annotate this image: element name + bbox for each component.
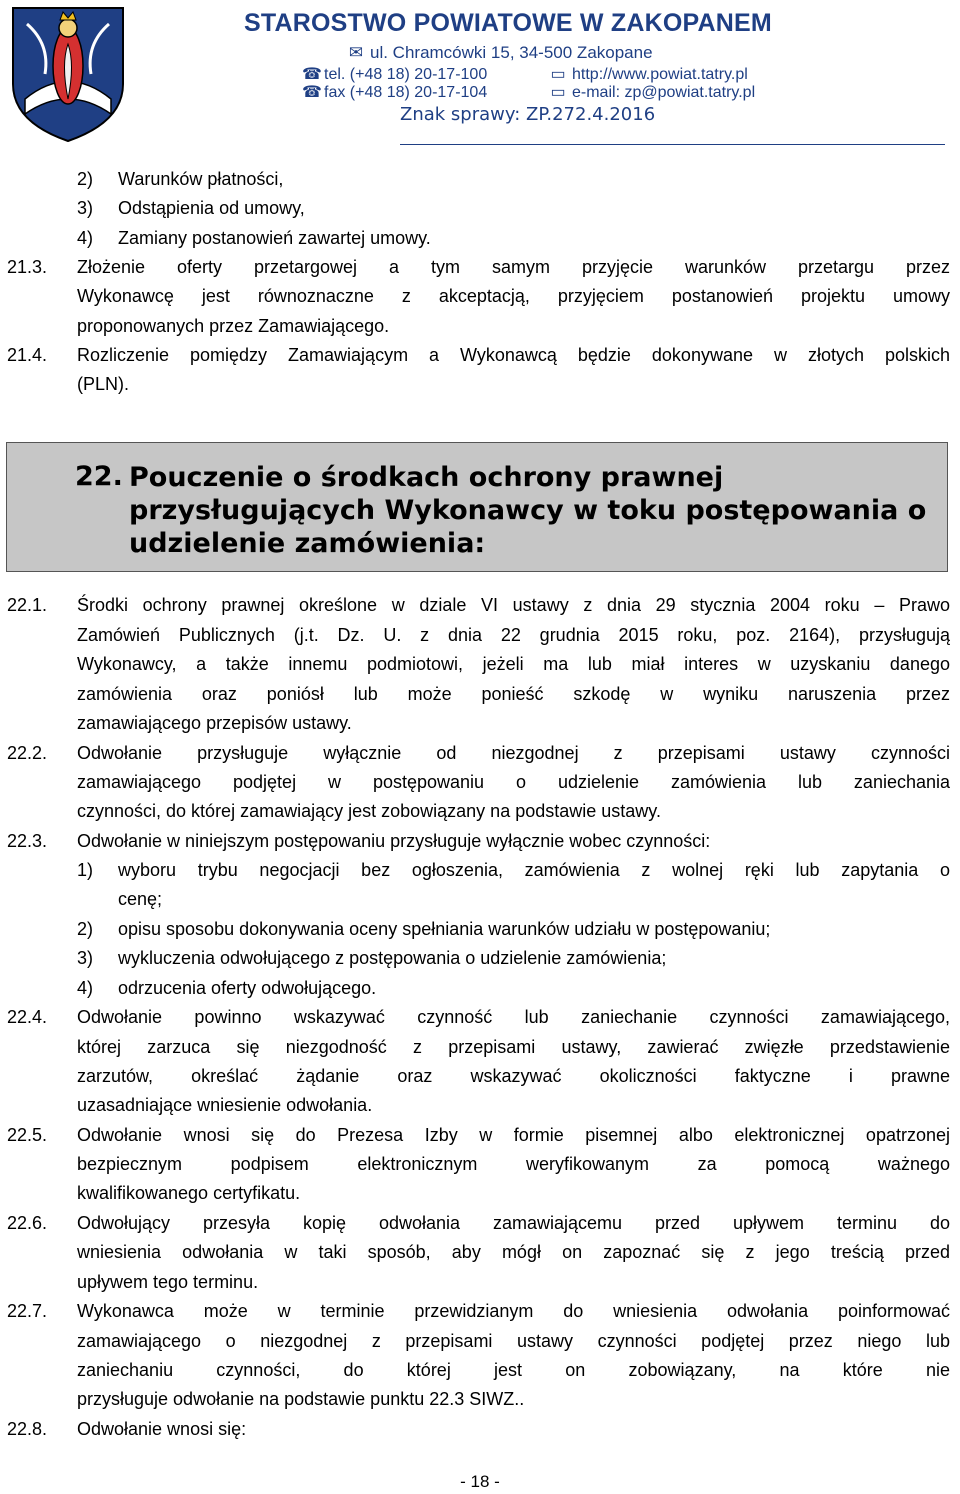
paragraph-line: Odwołanie przysługuje wyłącznie od niezgodnej z przepisami ustawy czynności bbox=[77, 743, 950, 763]
paragraph-number: 22.6. bbox=[7, 1213, 48, 1233]
header-divider bbox=[400, 144, 945, 145]
paragraph-line: uzasadniające wniesienie odwołania. bbox=[77, 1095, 373, 1115]
paragraph-line: Wykonawcę jest równoznaczne z akceptacją, przyjęciem postanowień projektu umowy bbox=[77, 286, 950, 306]
list-item-text: Warunków płatności, bbox=[118, 169, 284, 189]
paragraph-line: bezpiecznym podpisem elektronicznym weryfikowanym za pomocą ważnego bbox=[77, 1154, 950, 1174]
list-item-number: 2) bbox=[77, 919, 94, 939]
paragraph-line: Rozliczenie pomiędzy Zamawiającym a Wykonawcą będzie dokonywane w złotych polskich bbox=[77, 345, 950, 365]
list-item-text: opisu sposobu dokonywania oceny spełniania warunków udziału w postępowaniu; bbox=[118, 919, 771, 939]
paragraph-line: czynności, do której zamawiający jest zobowiązany na podstawie ustawy. bbox=[77, 801, 661, 821]
tel-text: tel. (+48 18) 20-17-100 bbox=[324, 66, 488, 83]
paragraph-line: zamawiającego przepisów ustawy. bbox=[77, 713, 352, 733]
phone-icon: ☎ bbox=[302, 66, 322, 83]
paragraph-line: Odwołanie wnosi się: bbox=[77, 1419, 247, 1439]
paragraph-number: 22.3. bbox=[7, 831, 48, 851]
paragraph-number: 22.7. bbox=[7, 1301, 48, 1321]
coat-of-arms-logo bbox=[5, 4, 131, 144]
list-item-text: wyboru trybu negocjacji bez ogłoszenia, zamówienia z wolnej ręki lub zapytania o bbox=[118, 860, 950, 880]
office-name: STAROSTWO POWIATOWE W ZAKOPANEM bbox=[244, 9, 772, 37]
paragraph-line: Odwołujący przesyła kopię odwołania zamawiającemu przed upływem terminu do bbox=[77, 1213, 950, 1233]
list-item-number: 2) bbox=[77, 169, 94, 189]
website-line bbox=[550, 64, 748, 84]
paragraph-number: 22.8. bbox=[7, 1419, 48, 1439]
paragraph-number: 22.2. bbox=[7, 743, 48, 763]
list-item-number: 3) bbox=[77, 198, 94, 218]
paragraph-line: Zamówień Publicznych (j.t. Dz. U. z dnia 22 grudnia 2015 roku, poz. 2164), przysługują bbox=[77, 625, 950, 645]
paragraph-line: zamawiającego o niezgodnej z przepisami ustawy czynności podjętej przez niego lub bbox=[77, 1331, 950, 1351]
section-heading-box bbox=[6, 442, 948, 572]
address-text: ul. Chramcówki 15, 34-500 Zakopane bbox=[370, 43, 653, 62]
paragraph-line: zarzutów, określać żądanie oraz wskazywać okoliczności faktyczne i prawne bbox=[77, 1066, 950, 1086]
paragraph-line: której zarzuca się niezgodność z przepisami ustawy, zawierać zwięzłe przedstawienie bbox=[77, 1037, 950, 1057]
fax-icon: ☎ bbox=[302, 84, 322, 101]
list-item-text: odrzucenia oferty odwołującego. bbox=[118, 978, 377, 998]
paragraph-line: (PLN). bbox=[77, 374, 130, 394]
list-item-text: wykluczenia odwołującego z postępowania o udzielenie zamówienia; bbox=[118, 948, 667, 968]
paragraph-line: Złożenie oferty przetargowej a tym samym przyjęcie warunków przetargu przez bbox=[77, 257, 950, 277]
paragraph-line: Odwołanie powinno wskazywać czynność lub zaniechanie czynności zamawiającego, bbox=[77, 1007, 950, 1027]
paragraph-line: przysługuje odwołanie na podstawie punktu 22.3 SIWZ.. bbox=[77, 1389, 525, 1409]
paragraph-line: upływem tego terminu. bbox=[77, 1272, 259, 1292]
section-number: 22. bbox=[75, 461, 123, 492]
list-item-text: Odstąpienia od umowy, bbox=[118, 198, 305, 218]
address-line bbox=[348, 43, 653, 63]
page-number: - 18 - bbox=[460, 1472, 500, 1491]
paragraph-line: Środki ochrony prawnej określone w dziale VI ustawy z dnia 29 stycznia 2004 roku – Prawo bbox=[77, 595, 950, 615]
fax-line bbox=[302, 82, 487, 102]
paragraph-number: 22.5. bbox=[7, 1125, 48, 1145]
paragraph-line: zaniechaniu czynności, do której jest on zobowiązany, na które nie bbox=[77, 1360, 950, 1380]
paragraph-line: zamawiającego podjętej w postępowaniu o udzielenie zamówienia lub zaniechania bbox=[77, 772, 950, 792]
website-link[interactable]: http://www.powiat.tatry.pl bbox=[572, 66, 748, 83]
paragraph-line: Wykonawcy, a także innemu podmiotowi, jeżeli ma lub miał interes w uzyskaniu danego bbox=[77, 654, 950, 674]
paragraph-number: 21.4. bbox=[7, 345, 48, 365]
list-item-number: 1) bbox=[77, 860, 94, 880]
case-number: Znak sprawy: ZP.272.4.2016 bbox=[400, 104, 656, 125]
email-link[interactable]: e-mail: zp@powiat.tatry.pl bbox=[572, 84, 756, 101]
tel-line bbox=[302, 64, 487, 84]
paragraph-number: 22.4. bbox=[7, 1007, 48, 1027]
list-item-text: Zamiany postanowień zawartej umowy. bbox=[118, 228, 431, 248]
list-item-number: 4) bbox=[77, 228, 94, 248]
computer-icon: ▭ bbox=[550, 66, 566, 83]
paragraph-number: 22.1. bbox=[7, 595, 48, 615]
fax-text: fax (+48 18) 20-17-104 bbox=[324, 84, 488, 101]
paragraph-line: proponowanych przez Zamawiającego. bbox=[77, 316, 390, 336]
list-item-number: 4) bbox=[77, 978, 94, 998]
paragraph-line: wniesienia odwołania w taki sposób, aby mógł on zapoznać się z jego treścią przed bbox=[77, 1242, 950, 1262]
paragraph-line: kwalifikowanego certyfikatu. bbox=[77, 1183, 301, 1203]
section-title: Pouczenie o środkach ochrony prawnej przysługujących Wykonawcy w toku postępowania o udzielenie zamówienia: bbox=[129, 462, 927, 559]
paragraph-line: Odwołanie wnosi się do Prezesa Izby w formie pisemnej albo elektronicznej opatrzonej bbox=[77, 1125, 950, 1145]
envelope-icon: ✉ bbox=[348, 43, 364, 62]
paragraph-line: Wykonawca może w terminie przewidzianym do wniesienia odwołania poinformować bbox=[77, 1301, 950, 1321]
paragraph-number: 21.3. bbox=[7, 257, 48, 277]
email-line bbox=[550, 82, 755, 102]
computer-icon: ▭ bbox=[550, 84, 566, 101]
letterhead bbox=[0, 0, 960, 148]
list-item-number: 3) bbox=[77, 948, 94, 968]
list-item-text: cenę; bbox=[118, 889, 163, 909]
paragraph-line: zamówienia oraz poniósł lub może ponieść szkodę w wyniku naruszenia przez bbox=[77, 684, 950, 704]
paragraph-line: Odwołanie w niniejszym postępowaniu przysługuje wyłącznie wobec czynności: bbox=[77, 831, 711, 851]
